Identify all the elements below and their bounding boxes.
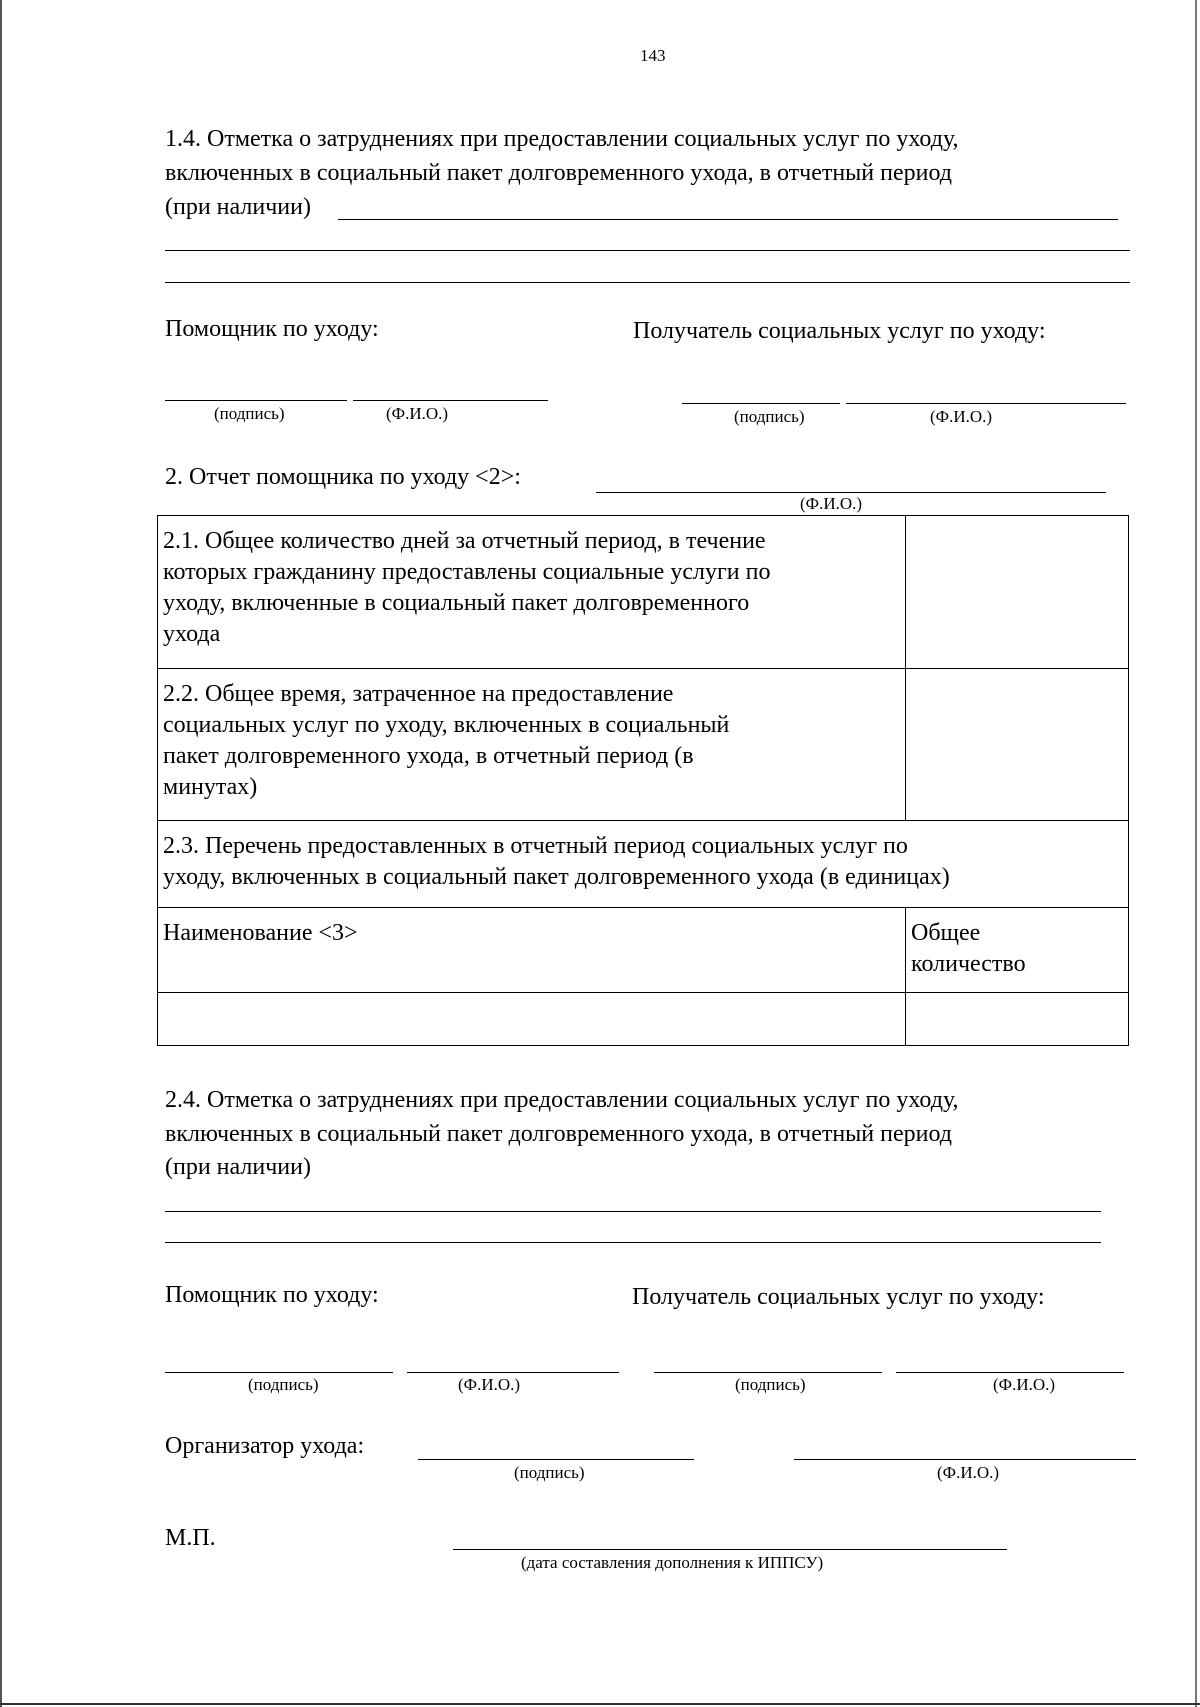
section-1-4-line-2: включенных в социальный пакет долговременного ухода, в отчетный период bbox=[165, 160, 953, 186]
service-name-cell[interactable] bbox=[158, 993, 906, 1046]
date-caption: (дата составления дополнения к ИППСУ) bbox=[521, 1553, 824, 1572]
table-row bbox=[158, 993, 1129, 1046]
date-line[interactable] bbox=[453, 1549, 1007, 1550]
recipient-signature-caption-1: (подпись) bbox=[734, 407, 805, 426]
recipient-label-2: Получатель социальных услуг по уходу: bbox=[632, 1284, 1045, 1310]
section-2-4-input-line-2[interactable] bbox=[165, 1242, 1101, 1243]
row-2-2-value-cell[interactable] bbox=[906, 669, 1129, 821]
section-2-4-line-2: включенных в социальный пакет долговременного ухода, в отчетный период bbox=[165, 1121, 953, 1147]
assistant-fio-line-1[interactable] bbox=[353, 400, 548, 401]
assistant-label-1: Помощник по уходу: bbox=[165, 316, 379, 342]
assistant-fio-line-2[interactable] bbox=[407, 1372, 619, 1373]
section-2-4-input-line-1[interactable] bbox=[165, 1211, 1101, 1212]
section-1-4-input-line-1[interactable] bbox=[338, 219, 1118, 220]
section-1-4-line-3: (при наличии) bbox=[165, 194, 311, 220]
table-row-2-1 bbox=[158, 516, 1129, 669]
report-table bbox=[157, 515, 1129, 1046]
recipient-fio-line-1[interactable] bbox=[846, 403, 1126, 404]
row-2-3-label: 2.3. Перечень предоставленных в отчетный период социальных услуг по уходу, включенных в социальный пакет долговременного ухода (в единицах) bbox=[158, 821, 1129, 908]
recipient-label-1: Получатель социальных услуг по уходу: bbox=[633, 318, 1046, 344]
assistant-signature-line-2[interactable] bbox=[165, 1372, 393, 1373]
recipient-fio-caption-1: (Ф.И.О.) bbox=[930, 407, 993, 426]
scan-edge-right bbox=[1195, 0, 1197, 1707]
stamp-label: М.П. bbox=[165, 1525, 216, 1551]
row-2-1-value-cell[interactable] bbox=[906, 516, 1129, 669]
section-1-4-input-line-2[interactable] bbox=[165, 250, 1130, 251]
section-2-fio-line[interactable] bbox=[596, 492, 1106, 493]
organizer-label: Организатор ухода: bbox=[165, 1433, 365, 1459]
recipient-signature-caption-2: (подпись) bbox=[735, 1375, 806, 1394]
organizer-signature-caption: (подпись) bbox=[514, 1463, 585, 1482]
table-row-2-2 bbox=[158, 669, 1129, 821]
recipient-fio-line-2[interactable] bbox=[896, 1372, 1124, 1373]
section-2-fio-caption: (Ф.И.О.) bbox=[800, 494, 863, 513]
table-header-row bbox=[158, 908, 1129, 993]
section-2-title: 2. Отчет помощника по уходу <2>: bbox=[165, 464, 521, 490]
organizer-fio-line[interactable] bbox=[794, 1459, 1136, 1460]
assistant-signature-caption-1: (подпись) bbox=[214, 404, 285, 423]
row-2-2-label: 2.2. Общее время, затраченное на предоставление социальных услуг по уходу, включенных в социальный пакет долговременного ухода, в отчетный период (в минутах) bbox=[158, 669, 906, 821]
organizer-fio-caption: (Ф.И.О.) bbox=[937, 1463, 1000, 1482]
organizer-signature-line[interactable] bbox=[418, 1459, 694, 1460]
col-name-header: Наименование <3> bbox=[158, 908, 906, 993]
assistant-signature-line-1[interactable] bbox=[165, 400, 347, 401]
section-2-4-line-1: 2.4. Отметка о затруднениях при предоставлении социальных услуг по уходу, bbox=[165, 1087, 959, 1113]
assistant-label-2: Помощник по уходу: bbox=[165, 1282, 379, 1308]
scan-edge-bottom bbox=[0, 1703, 1200, 1705]
section-1-4-input-line-3[interactable] bbox=[165, 282, 1130, 283]
col-total-header: Общее количество bbox=[906, 908, 1129, 993]
recipient-signature-line-1[interactable] bbox=[682, 403, 840, 404]
scan-edge-left bbox=[0, 0, 2, 1707]
row-2-1-label: 2.1. Общее количество дней за отчетный период, в течение которых гражданину предоставлены социальные услуги по уходу, включенные в социальный пакет долговременного ухода bbox=[158, 516, 906, 669]
section-1-4-line-1: 1.4. Отметка о затруднениях при предоставлении социальных услуг по уходу, bbox=[165, 126, 959, 152]
assistant-signature-caption-2: (подпись) bbox=[248, 1375, 319, 1394]
table-row-2-3 bbox=[158, 821, 1129, 908]
recipient-fio-caption-2: (Ф.И.О.) bbox=[993, 1375, 1056, 1394]
assistant-fio-caption-1: (Ф.И.О.) bbox=[386, 404, 449, 423]
assistant-fio-caption-2: (Ф.И.О.) bbox=[458, 1375, 521, 1394]
page-number: 143 bbox=[640, 46, 666, 65]
recipient-signature-line-2[interactable] bbox=[654, 1372, 882, 1373]
section-2-4-line-3: (при наличии) bbox=[165, 1154, 311, 1180]
service-total-cell[interactable] bbox=[906, 993, 1129, 1046]
